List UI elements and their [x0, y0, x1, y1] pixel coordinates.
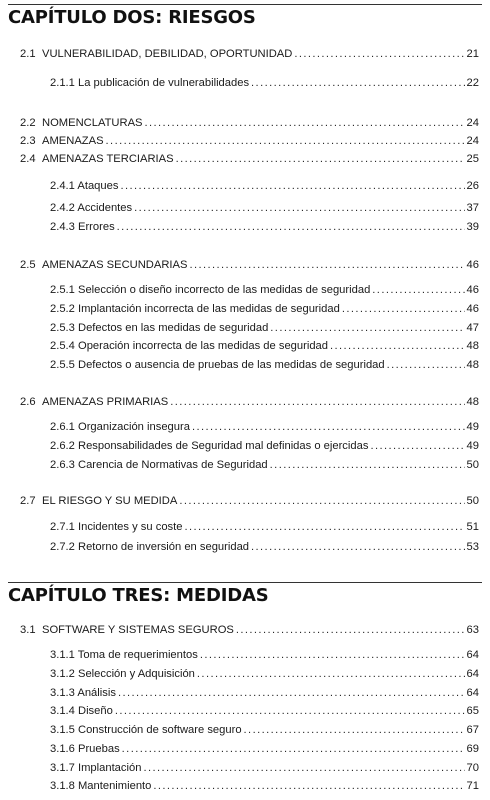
toc-entry-title: 2.5.2 Implantación incorrecta de las medidas de seguridad	[50, 303, 340, 315]
toc-entry-number: 2.6	[20, 396, 36, 408]
toc-entry-2-5-5[interactable]	[50, 358, 479, 372]
toc-entry-page: 67	[466, 724, 479, 736]
toc-entry-title: 2.5.4 Operación incorrecta de las medidas de seguridad	[50, 340, 328, 352]
chapter-heading	[8, 582, 482, 613]
toc-entry-title: 2.6.2 Responsabilidades de Seguridad mal definidas o ejercidas	[50, 440, 369, 452]
dot-leader	[117, 220, 465, 234]
toc-entry-title: 2.4.2 Accidentes	[50, 202, 133, 214]
dot-leader	[372, 283, 464, 297]
toc-entry-2-1-1[interactable]	[50, 76, 479, 90]
toc-entry-page: 39	[466, 221, 479, 233]
dot-leader	[170, 395, 464, 409]
toc-entry-title: AMENAZAS	[42, 135, 104, 147]
toc-entry-2-5[interactable]	[20, 258, 479, 272]
dot-leader	[330, 339, 465, 353]
toc-entry-3-1-6[interactable]	[50, 742, 479, 756]
toc-entry-title: 3.1.2 Selección y Adquisición	[50, 668, 195, 680]
toc-entry-title: 3.1.1 Toma de requerimientos	[50, 649, 198, 661]
chapter-heading	[8, 4, 482, 35]
dot-leader	[251, 76, 465, 90]
toc-entry-2-7-1[interactable]	[50, 520, 479, 534]
dot-leader	[122, 742, 465, 756]
dot-leader	[145, 116, 465, 130]
toc-entry-2-6-3[interactable]	[50, 458, 479, 472]
toc-entry-2-7[interactable]	[20, 494, 479, 508]
toc-entry-title: 3.1.7 Implantación	[50, 762, 142, 774]
toc-entry-page: 46	[466, 284, 479, 296]
toc-entry-3-1-3[interactable]	[50, 686, 479, 700]
dot-leader	[236, 623, 465, 637]
toc-entry-title: SOFTWARE Y SISTEMAS SEGUROS	[42, 624, 234, 636]
dot-leader	[192, 420, 465, 434]
toc-entry-title: 2.6.3 Carencia de Normativas de Seguridad	[50, 459, 268, 471]
dot-leader	[143, 761, 464, 775]
toc-entry-page: 65	[466, 705, 479, 717]
toc-entry-3-1-1[interactable]	[50, 648, 479, 662]
dot-leader	[270, 458, 465, 472]
toc-entry-page: 51	[466, 521, 479, 533]
toc-entry-3-1-7[interactable]	[50, 761, 479, 775]
toc-entry-2-4-3[interactable]	[50, 220, 479, 234]
toc-entry-2-7-2[interactable]	[50, 540, 479, 554]
toc-entry-3-1-8[interactable]	[50, 779, 479, 793]
dot-leader	[120, 179, 464, 193]
toc-entry-title: 2.7.1 Incidentes y su coste	[50, 521, 183, 533]
dot-leader	[184, 520, 464, 534]
toc-entry-3-1[interactable]	[20, 623, 479, 637]
toc-entry-2-5-2[interactable]	[50, 302, 479, 316]
toc-entry-title: 2.6.1 Organización insegura	[50, 421, 190, 433]
chapter-title: CAPÍTULO DOS: RIESGOS	[8, 7, 256, 28]
toc-entry-number: 2.4	[20, 153, 36, 165]
dot-leader	[179, 494, 464, 508]
dot-leader	[197, 667, 465, 681]
toc-entry-title: 3.1.5 Construcción de software seguro	[50, 724, 242, 736]
toc-entry-page: 24	[466, 117, 479, 129]
toc-entry-title: 3.1.8 Mantenimiento	[50, 780, 152, 792]
toc-entry-page: 64	[466, 668, 479, 680]
toc-entry-title: 2.1.1 La publicación de vulnerabilidades	[50, 77, 250, 89]
toc-entry-page: 47	[466, 322, 479, 334]
dot-leader	[189, 258, 464, 272]
dot-leader	[387, 358, 465, 372]
toc-entry-number: 2.3	[20, 135, 36, 147]
toc-entry-title: 2.4.3 Errores	[50, 221, 115, 233]
toc-entry-page: 50	[466, 495, 479, 507]
toc-entry-page: 63	[466, 624, 479, 636]
toc-entry-2-5-1[interactable]	[50, 283, 479, 297]
toc-entry-page: 48	[466, 396, 479, 408]
toc-entry-title: 3.1.6 Pruebas	[50, 743, 120, 755]
toc-entry-3-1-5[interactable]	[50, 723, 479, 737]
dot-leader	[270, 321, 464, 335]
toc-entry-title: 2.5.3 Defectos en las medidas de seguridad	[50, 322, 269, 334]
dot-leader	[370, 439, 464, 453]
toc-entry-page: 71	[466, 780, 479, 792]
toc-entry-page: 49	[466, 421, 479, 433]
toc-entry-2-6[interactable]	[20, 395, 479, 409]
toc-entry-title: AMENAZAS TERCIARIAS	[42, 153, 174, 165]
dot-leader	[294, 47, 464, 61]
toc-entry-number: 2.2	[20, 117, 36, 129]
toc-entry-title: 2.7.2 Retorno de inversión en seguridad	[50, 541, 250, 553]
toc-entry-title: 2.4.1 Ataques	[50, 180, 119, 192]
toc-entry-title: AMENAZAS SECUNDARIAS	[42, 259, 188, 271]
dot-leader	[153, 779, 464, 793]
dot-leader	[115, 704, 465, 718]
toc-entry-number: 2.1	[20, 48, 36, 60]
toc-entry-page: 46	[466, 259, 479, 271]
toc-entry-number: 2.5	[20, 259, 36, 271]
toc-entry-page: 24	[466, 135, 479, 147]
toc-entry-2-1[interactable]	[20, 47, 479, 61]
toc-entry-title: 2.5.1 Selección o diseño incorrecto de las medidas de seguridad	[50, 284, 371, 296]
toc-entry-2-3[interactable]	[20, 134, 479, 148]
dot-leader	[342, 302, 465, 316]
toc-entry-page: 21	[466, 48, 479, 60]
chapter-title: CAPÍTULO TRES: MEDIDAS	[8, 585, 269, 606]
toc-entry-3-1-4[interactable]	[50, 704, 479, 718]
toc-entry-page: 64	[466, 687, 479, 699]
toc-entry-2-5-3[interactable]	[50, 321, 479, 335]
toc-entry-2-2[interactable]	[20, 116, 479, 130]
dot-leader	[244, 723, 465, 737]
toc-entry-page: 48	[466, 340, 479, 352]
toc-entry-2-5-4[interactable]	[50, 339, 479, 353]
toc-entry-page: 25	[466, 153, 479, 165]
toc-entry-title: VULNERABILIDAD, DEBILIDAD, OPORTUNIDAD	[42, 48, 293, 60]
toc-entry-page: 22	[466, 77, 479, 89]
toc-entry-title: AMENAZAS PRIMARIAS	[42, 396, 169, 408]
dot-leader	[200, 648, 465, 662]
toc-entry-title: 3.1.4 Diseño	[50, 705, 113, 717]
toc-entry-page: 70	[466, 762, 479, 774]
toc-entry-number: 3.1	[20, 624, 36, 636]
toc-entry-page: 69	[466, 743, 479, 755]
toc-entry-3-1-2[interactable]	[50, 667, 479, 681]
toc-entry-page: 46	[466, 303, 479, 315]
toc-entry-2-4-2[interactable]	[50, 201, 479, 215]
toc-entry-page: 64	[466, 649, 479, 661]
toc-entry-2-4-1[interactable]	[50, 179, 479, 193]
toc-entry-title: 3.1.3 Análisis	[50, 687, 116, 699]
toc-entry-page: 50	[466, 459, 479, 471]
toc-entry-page: 48	[466, 359, 479, 371]
dot-leader	[134, 201, 464, 215]
toc-entry-2-6-2[interactable]	[50, 439, 479, 453]
toc-entry-page: 53	[466, 541, 479, 553]
toc-entry-number: 2.7	[20, 495, 36, 507]
toc-entry-page: 49	[466, 440, 479, 452]
dot-leader	[106, 134, 465, 148]
dot-leader	[251, 540, 465, 554]
dot-leader	[118, 686, 465, 700]
toc-entry-2-6-1[interactable]	[50, 420, 479, 434]
toc-entry-2-4[interactable]	[20, 152, 479, 166]
toc-entry-title: 2.5.5 Defectos o ausencia de pruebas de las medidas de seguridad	[50, 359, 385, 371]
dot-leader	[176, 152, 465, 166]
toc-entry-page: 37	[466, 202, 479, 214]
toc-entry-title: EL RIESGO Y SU MEDIDA	[42, 495, 178, 507]
toc-entry-page: 26	[466, 180, 479, 192]
toc-entry-title: NOMENCLATURAS	[42, 117, 143, 129]
